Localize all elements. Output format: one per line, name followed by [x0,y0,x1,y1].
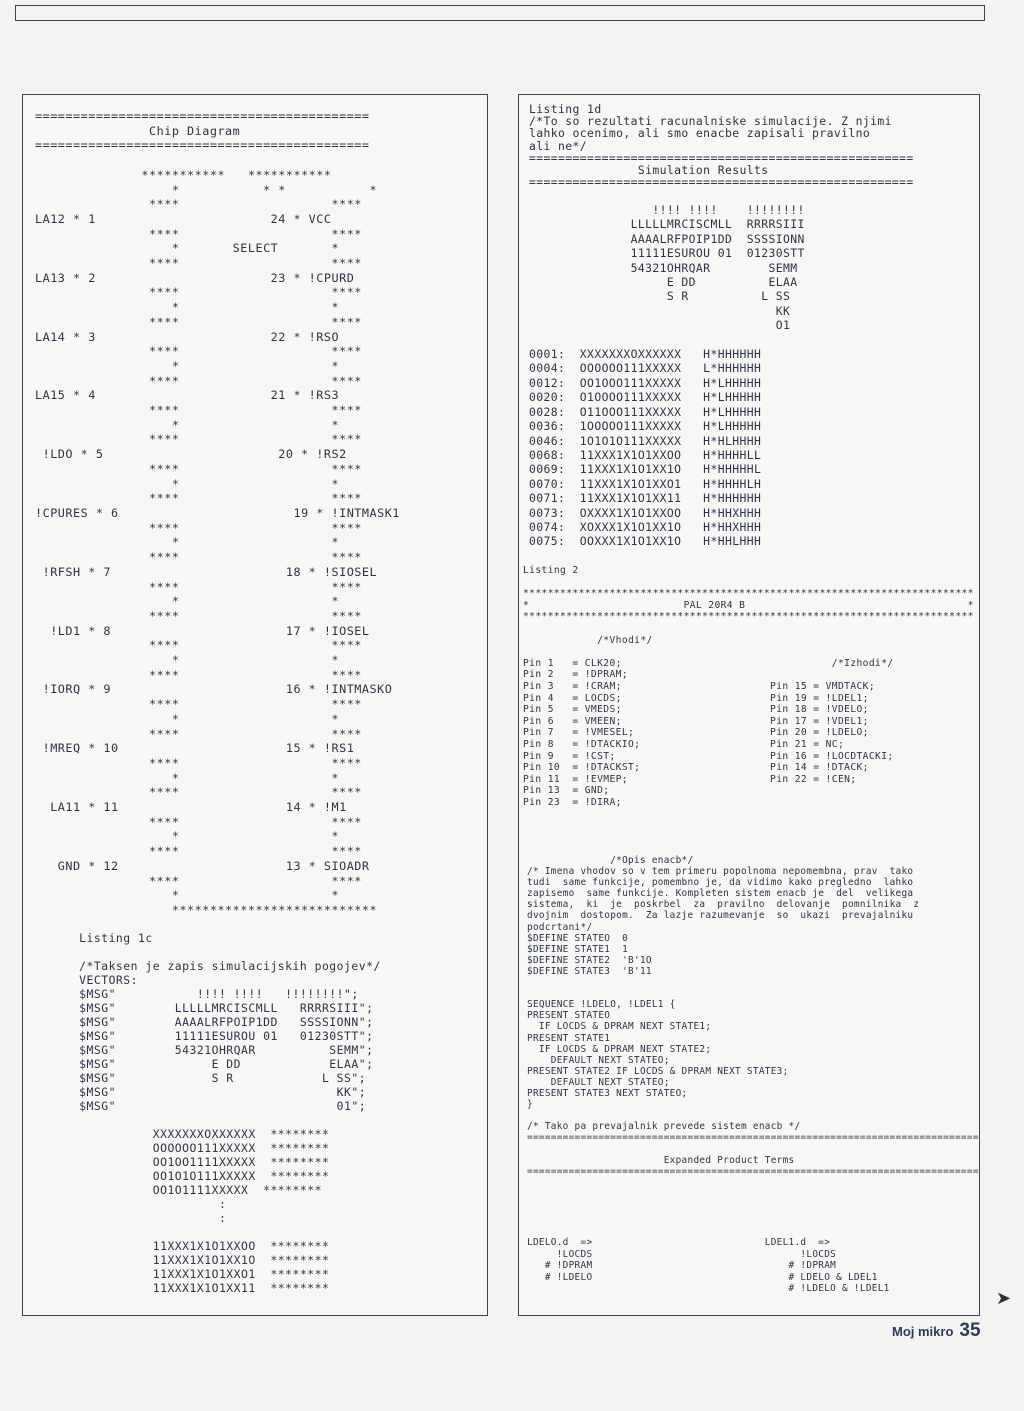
simulation-results-table: !!!! !!!! !!!!!!!! LLLLLMRCISCMLL RRRRSIII AAAALRFPOIP1DD SSSSIONN 11111ESUROU 01 01230STT 54321OHRQAR SEMM E DD ELAA S R L SS KK O1 0001: XXXXXXXOXXXXXX H*HHHHHH 0004: OOOOOO111XXXXX L*HHHHHH 0012: OO1OOO111XXXXX H*LHHHHH 0020: O1OOOO111XXXXX H*LHHHHH 0028: O11OOO111XXXXX H*LHHHHH 0036: 1OOOOO111XXXXX H*LHHHHH 0046: 1O1O1O111XXXXX H*HLHHHH 0068: 11XXX1X1O1XXOO H*HHHHLL 0069: 11XXX1X1O1XX1O H*HHHHHL 0070: 11XXX1X1O1XXO1 H*HHHHLH 0071: 11XXX1X1O1XX11 H*HHHHHH 0073: OXXXX1X1O1XXOO H*HHXHHH 0074: XOXXX1X1O1XX1O H*HHXHHH 0075: OOXXX1X1O1XX1O H*HHLHHH [529,203,805,549]
chip-diagram: ============================================ Chip Diagram ============================================ *********** *********** * * * * **** **** LA12 * 1 24 * VCC **** **** * SELECT * **** **** LA13 * 2 23 * !CPURD **** **** * * **** **** LA14 * 3 22 * !RSO **** **** * * **** **** LA15 * 4 21 * !RS3 **** **** * * **** **** !LDO * 5 20 * !RS2 **** **** * * **** **** !CPURES * 6 19 * !INTMASK1 **** **** * * **** **** !RFSH * 7 18 * !SIOSEL **** **** * * **** **** !LD1 * 8 17 * !IOSEL **** **** * * **** **** !IORQ * 9 16 * !INTMASKO **** **** * * **** **** !MREQ * 10 15 * !RS1 **** **** * * **** **** LA11 * 11 14 * !M1 **** **** * * **** **** GND * 12 13 * SIOADR **** **** * * *************************** [35,109,400,917]
page-number: 35 [959,1320,981,1341]
page-footer [892,1320,981,1342]
continue-arrow-icon: ➤ [996,1288,1012,1309]
right-listing-panel [518,94,980,1316]
left-listing-panel [22,94,488,1316]
expanded-product-terms: LDELO.d => LDEL1.d => !LOCDS !LOCDS # !DPRAM # !DPRAM # !LDELO # LDELO & LDEL1 # !LDELO & !LDEL1 [527,1237,890,1295]
listing-1d-header: Listing 1d /*To so rezultati racunalniske simulacije. Z njimi lahko ocenimo, ali smo enacbe zapisali pravilno ali ne*/ ===================================================== Simulation Results ===================================================== [529,102,914,190]
top-rule-box [15,5,985,21]
equation-description: /*Opis enacb*/ /* Imena vhodov so v tem primeru popolnoma nepomembna, prav tako tudi same funkcije, pomembno je, da vidimo kako pregledno lahko zapisemo same funkcije. Kompleten sistem enacb je del velikega sistema, ki je poskrbel za pravilno delovanje pomnilnika z dvojnim dostopom. Za lazje razumevanje so ukazi prevajalniku podcrtani*/ $DEFINE STATEO 0 $DEFINE STATE1 1 $DEFINE STATE2 'B'1O $DEFINE STATE3 'B'11 SEQUENCE !LDELO, !LDEL1 { PRESENT STATEO IF LOCDS & DPRAM NEXT STATE1; PRESENT STATE1 IF LOCDS & DPRAM NEXT STATE2; DEFAULT NEXT STATEO; PRESENT STATE2 IF LOCDS & DPRAM NEXT STATE3; DEFAULT NEXT STATEO; PRESENT STATE3 NEXT STATEO; } /* Tako pa prevajalnik prevede sistem enacb */ ============================================================================ Expanded Product Terms ============================================================================ [527,855,979,1177]
listing-1c: Listing 1c /*Taksen je zapis simulacijskih pogojev*/ VECTORS: $MSG" !!!! !!!! !!!!!!!!"; $MSG" LLLLLMRCISCMLL RRRRSIII"; $MSG" AAAALRFPOIP1DD SSSSIONN"; $MSG" 11111ESUROU 01 01230STT"; $MSG" 54321OHRQAR SEMM"; $MSG" E DD ELAA"; $MSG" S R L SS"; $MSG" KK"; $MSG" 01"; XXXXXXXOXXXXXX ******** OOOOOO111XXXXX ******** OO1OO1111XXXXX ******** OO1O1O111XXXXX ******** OO1O1111XXXXX ******** : : 11XXX1X1O1XXOO ******** 11XXX1X1O1XX1O ******** 11XXX1X1O1XXO1 ******** 11XXX1X1O1XX11 ******** [79,931,381,1295]
magazine-name: Moj mikro [892,1324,954,1339]
listing-2: Listing 2 ************************************************************************* * PAL 20R4 B * ************************************************************************* /*Vhodi*/ Pin 1 = CLK20; /*Izhodi*/ Pin 2 = !DPRAM; Pin 3 = !CRAM; Pin 15 = VMDTACK; Pin 4 = LOCDS; Pin 19 = !LDEL1; Pin 5 = VMEDS; Pin 18 = !VDELO; Pin 6 = VMEEN; Pin 17 = !VDEL1; Pin 7 = !VMESEL; Pin 20 = !LDELO; Pin 8 = !DTACKIO; Pin 21 = NC; Pin 9 = !CST; Pin 16 = !LOCDTACKI; Pin 10 = !DTACKST; Pin 14 = !DTACK; Pin 11 = !EVMEP; Pin 22 = !CEN; Pin 13 = GND; Pin 23 = !DIRA; [523,565,974,808]
